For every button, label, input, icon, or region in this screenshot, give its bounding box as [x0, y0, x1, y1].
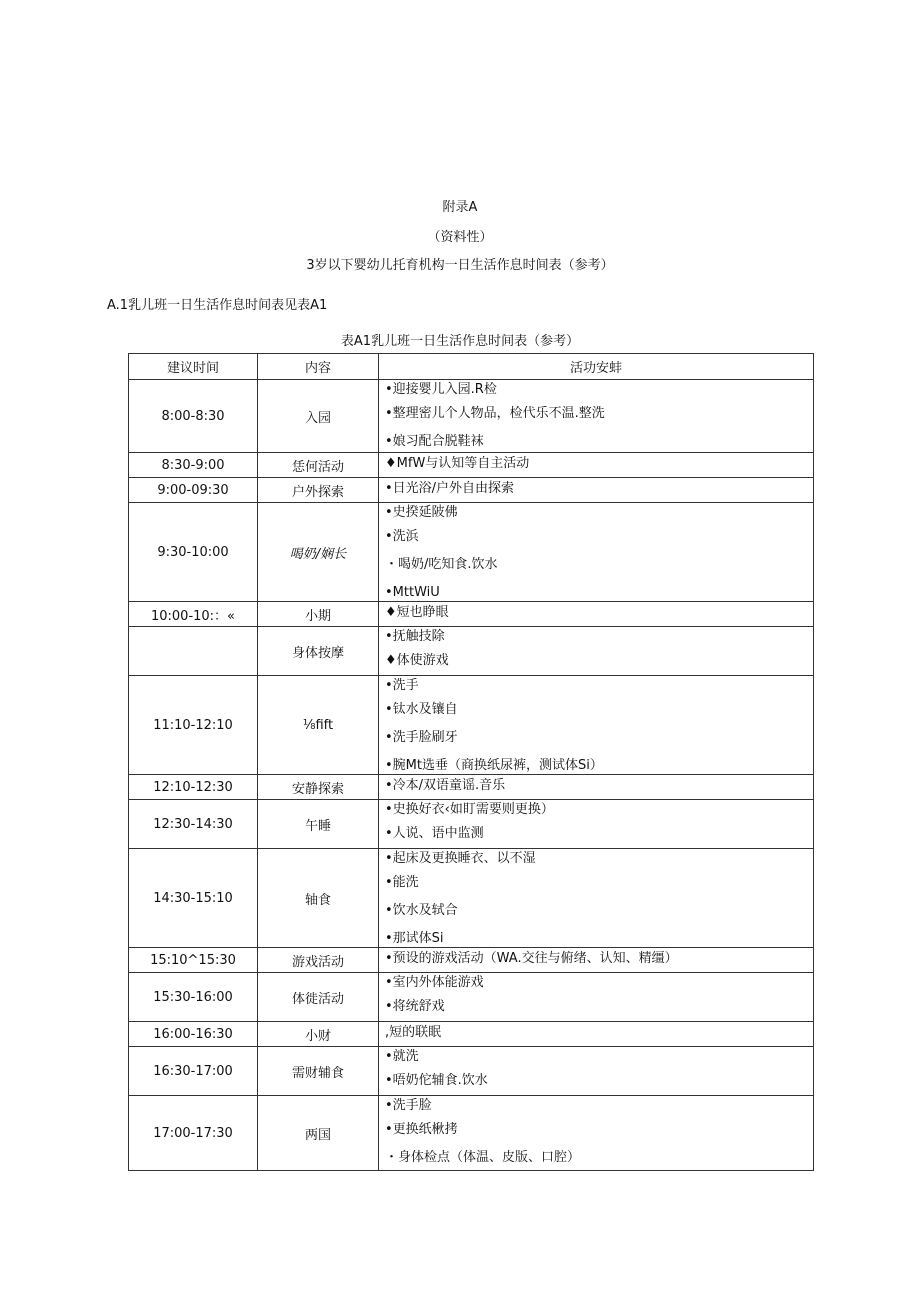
table-row	[129, 1022, 814, 1047]
activity-item: •洗浜	[385, 529, 419, 544]
activity-list	[379, 1047, 813, 1095]
activity-item: ・身体检点（体温、皮版、口腔）	[385, 1150, 581, 1165]
activity-list	[379, 1096, 813, 1170]
activity-list	[379, 800, 813, 848]
cell-content: 需财辅食	[258, 1047, 379, 1096]
activity-item: •就洗	[385, 1049, 419, 1064]
activity-list	[379, 503, 813, 601]
cell-activities	[379, 503, 814, 602]
cell-content: 恁何活动	[258, 453, 379, 478]
cell-activities	[379, 948, 814, 973]
table-row	[129, 1096, 814, 1171]
activity-item: •冷本/双语童谣.音乐	[385, 778, 506, 793]
cell-activities	[379, 1047, 814, 1096]
table-row	[129, 1047, 814, 1096]
activity-item: •钛水及镶自	[385, 702, 458, 717]
cell-activities	[379, 1022, 814, 1047]
activity-item: •整理密儿个人物品，检代乐不温.整洗	[385, 406, 605, 421]
cell-time: 15:10^15:30	[129, 948, 258, 973]
activity-item: •史揆延陂佛	[385, 505, 458, 520]
table-row	[129, 627, 814, 676]
cell-time: 16:30-17:00	[129, 1047, 258, 1096]
activity-list	[379, 948, 813, 970]
activity-list	[379, 1022, 813, 1044]
appendix-label: 附录A	[442, 200, 478, 215]
activity-item: •将统舒戏	[385, 999, 445, 1014]
cell-content: 游戏活动	[258, 948, 379, 973]
cell-time: 10:00-10:：«	[129, 602, 258, 627]
appendix-nature: （资料性）	[427, 230, 493, 245]
cell-content: 安静探索	[258, 775, 379, 800]
schedule-table	[128, 353, 814, 1171]
cell-content: 喝奶/娴长	[258, 503, 379, 602]
cell-time: 9:00-09:30	[129, 478, 258, 503]
cell-content: 身体按摩	[258, 627, 379, 676]
table-row	[129, 948, 814, 973]
activity-item: •预设的游戏活动（WA.交往与俯绪、认知、精缰）	[385, 951, 678, 966]
cell-activities	[379, 627, 814, 676]
cell-time: 8:30-9:00	[129, 453, 258, 478]
cell-time: 12:30-14:30	[129, 800, 258, 849]
table-caption: 表A1乳儿班一日生活作息时间表（参考）	[340, 334, 580, 349]
activity-item: •腕Mt选垂（商换纸尿裤，测试体Si）	[385, 758, 603, 773]
activity-item: ,短的联眠	[385, 1025, 442, 1040]
column-header-content: 内容	[258, 354, 379, 380]
activity-item: •日光浴/户外自由探索	[385, 481, 515, 496]
cell-content: 户外探索	[258, 478, 379, 503]
cell-time: 17:00-17:30	[129, 1096, 258, 1171]
activity-item: •娘习配合脱鞋袜	[385, 434, 484, 449]
cell-time: 9:30-10:00	[129, 503, 258, 602]
activity-list	[379, 775, 813, 797]
cell-time: 16:00-16:30	[129, 1022, 258, 1047]
activity-item: •MttWiU	[385, 585, 440, 600]
cell-activities	[379, 775, 814, 800]
cell-time: 14:30-15:10	[129, 849, 258, 948]
cell-activities	[379, 973, 814, 1022]
table-row	[129, 453, 814, 478]
activity-item: ・喝奶/吃知食.饮水	[385, 557, 498, 572]
activity-item: •抚触技除	[385, 629, 445, 644]
cell-content: 两国	[258, 1096, 379, 1171]
activity-item: ♦短也睁眼	[385, 605, 449, 620]
cell-content: 体徙活动	[258, 973, 379, 1022]
activity-item: •史换好衣‹如盯需要则更换）	[385, 802, 554, 817]
cell-content: 午睡	[258, 800, 379, 849]
activity-item: •唔奶佗辅食.饮水	[385, 1073, 488, 1088]
activity-list	[379, 602, 813, 624]
table-row	[129, 380, 814, 453]
cell-activities	[379, 849, 814, 948]
cell-time: 11:10-12:10	[129, 676, 258, 775]
table-row	[129, 800, 814, 849]
activity-list	[379, 453, 813, 475]
activity-item: •洗手	[385, 678, 419, 693]
activity-item: •起床及更换睡衣、以不湿	[385, 851, 536, 866]
cell-time: 12:10-12:30	[129, 775, 258, 800]
activity-item: •能洗	[385, 875, 419, 890]
activity-item: ♦体使游戏	[385, 653, 449, 668]
cell-content: 小期	[258, 602, 379, 627]
cell-content: 小财	[258, 1022, 379, 1047]
activity-list	[379, 676, 813, 774]
activity-list	[379, 973, 813, 1021]
cell-activities	[379, 800, 814, 849]
table-row	[129, 775, 814, 800]
activity-item: •那试体Si	[385, 931, 444, 946]
table-row	[129, 503, 814, 602]
activity-item: •洗手脸刷牙	[385, 730, 458, 745]
activity-item: ♦MfW与认知等自主活动	[385, 456, 530, 471]
activity-item: •饮水及轼合	[385, 903, 458, 918]
cell-time	[129, 627, 258, 676]
column-header-activities: 活功安蚌	[379, 354, 814, 380]
cell-activities	[379, 478, 814, 503]
section-intro: A.1乳儿班一日生活作息时间表见表A1	[107, 298, 328, 313]
activity-item: •迎接婴儿入园.R检	[385, 382, 497, 397]
activity-list	[379, 478, 813, 500]
cell-activities	[379, 380, 814, 453]
table-row	[129, 676, 814, 775]
schedule-body	[129, 380, 814, 1171]
activity-item: •洗手脸	[385, 1098, 432, 1113]
cell-content: ⅛fift	[258, 676, 379, 775]
cell-time: 8:00-8:30	[129, 380, 258, 453]
table-row	[129, 973, 814, 1022]
table-header-row	[129, 354, 814, 380]
table-row	[129, 602, 814, 627]
document-title: 3岁以下婴幼儿托育机构一日生活作息时间表（参考）	[306, 258, 614, 273]
activity-list	[379, 380, 813, 452]
cell-time: 15:30-16:00	[129, 973, 258, 1022]
cell-content: 入园	[258, 380, 379, 453]
table-row	[129, 478, 814, 503]
activity-item: •更换纸楸拷	[385, 1122, 458, 1137]
cell-content: 轴食	[258, 849, 379, 948]
activity-item: •室内外体能游戏	[385, 975, 484, 990]
cell-activities	[379, 453, 814, 478]
activity-list	[379, 849, 813, 947]
cell-activities	[379, 676, 814, 775]
cell-activities	[379, 1096, 814, 1171]
activity-list	[379, 627, 813, 675]
cell-activities	[379, 602, 814, 627]
activity-item: •人说、语中监测	[385, 826, 484, 841]
column-header-time: 建议时间	[129, 354, 258, 380]
table-row	[129, 849, 814, 948]
